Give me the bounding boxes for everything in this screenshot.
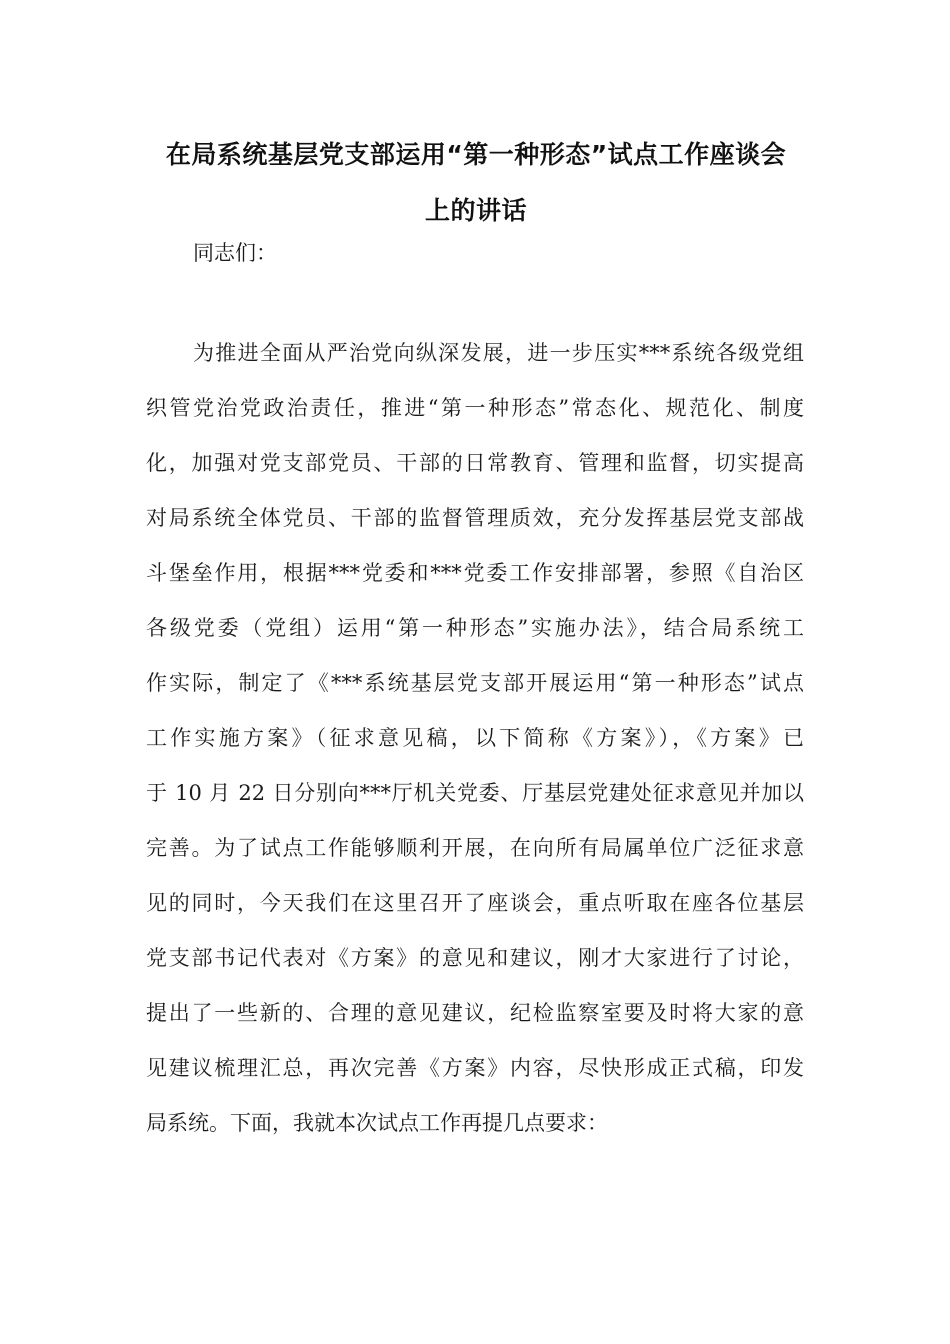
paragraph-line: 局系统。下面，我就本次试点工作再提几点要求：	[146, 1111, 608, 1135]
salutation: 同志们：	[193, 241, 277, 265]
paragraph-line: 于 10 月 22 日分别向***厅机关党委、厅基层党建处征求意见并加以	[146, 781, 804, 805]
document-title-line-2: 上的讲话	[424, 196, 527, 225]
document-title-line-1: 在局系统基层党支部运用“第一种形态”试点工作座谈会	[165, 140, 787, 169]
paragraph-line: 织管党治党政治责任，推进“第一种形态”常态化、规范化、制度	[146, 396, 804, 420]
paragraph-line: 见的同时，今天我们在这里召开了座谈会，重点听取在座各位基层	[146, 891, 804, 915]
paragraph-line: 工作实施方案》（征求意见稿，以下简称《方案》），《方案》已	[146, 726, 804, 750]
paragraph-line: 见建议梳理汇总，再次完善《方案》内容，尽快形成正式稿，印发	[146, 1056, 804, 1080]
paragraph-line: 各级党委（党组）运用“第一种形态”实施办法》，结合局系统工	[146, 616, 804, 640]
paragraph-line: 斗堡垒作用，根据***党委和***党委工作安排部署，参照《自治区	[146, 561, 804, 585]
paragraph-line: 提出了一些新的、合理的意见建议，纪检监察室要及时将大家的意	[146, 1001, 804, 1025]
paragraph-line: 对局系统全体党员、干部的监督管理质效，充分发挥基层党支部战	[146, 506, 804, 530]
paragraph-line: 为推进全面从严治党向纵深发展，进一步压实***系统各级党组	[193, 341, 804, 365]
paragraph-line: 完善。为了试点工作能够顺利开展，在向所有局属单位广泛征求意	[146, 836, 804, 860]
paragraph-line: 作实际，制定了《***系统基层党支部开展运用“第一种形态”试点	[146, 671, 804, 695]
paragraph-line: 党支部书记代表对《方案》的意见和建议，刚才大家进行了讨论，	[146, 946, 804, 970]
paragraph-line: 化，加强对党支部党员、干部的日常教育、管理和监督，切实提高	[146, 451, 804, 475]
